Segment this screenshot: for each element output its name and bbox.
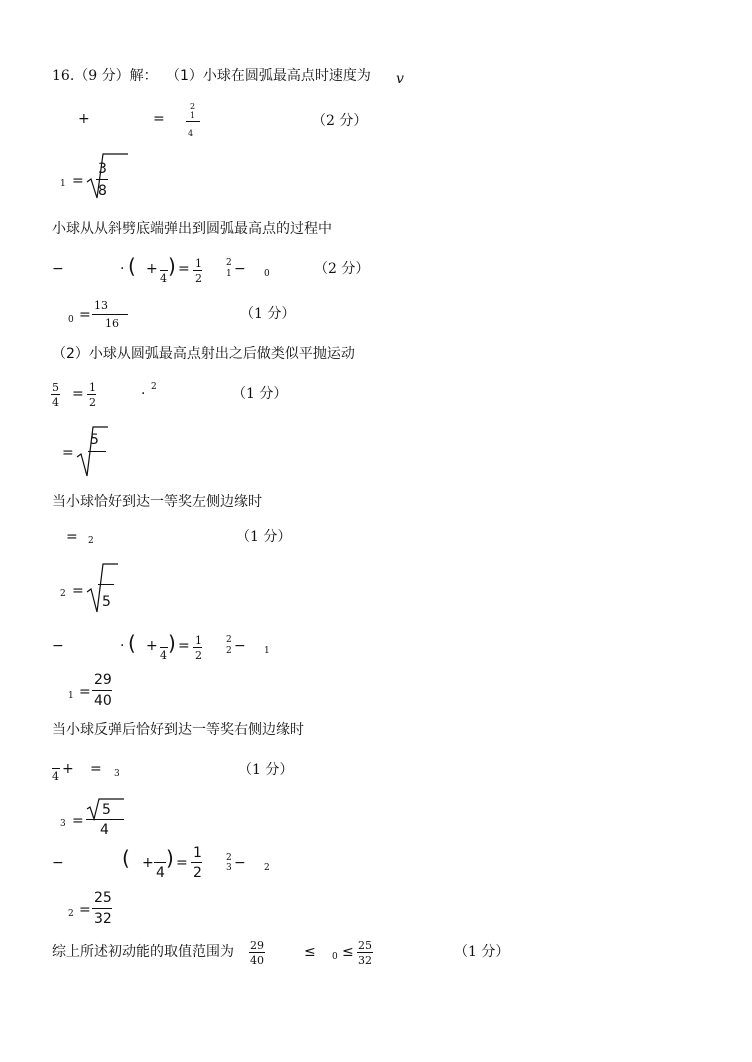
plus-sign: + [142,855,154,871]
fraction-bar [96,179,108,180]
half-numerator: 1 [89,381,96,394]
minus-sign: − [52,855,64,871]
half-numerator: 1 [193,845,202,861]
fraction-bar [86,819,124,820]
subscript: 3 [114,769,120,779]
plus-sign: + [146,261,158,277]
fraction-denominator: 4 [156,865,165,881]
minus-sign: − [52,638,64,654]
fraction-bar [154,862,166,863]
subscript: 2 [88,536,94,546]
subscript: 0 [68,315,74,325]
fraction-bar [88,451,106,452]
square-exponent: 2 [151,382,157,392]
dot-operator: · [141,386,146,402]
subscript: 1 [68,691,74,701]
fraction-bar [357,952,373,953]
score-note: （1 分） [238,762,294,778]
left-paren: ( [128,631,136,655]
conclusion-text: 综上所述初动能的取值范围为 [52,944,234,960]
fraction-bar [92,908,112,909]
less-equal-sign: ≤ [304,944,316,960]
dot-operator: · [120,638,125,654]
fraction-numerator: 2 [190,102,196,111]
equals-sign: = [79,307,91,323]
equals-sign: = [153,111,165,127]
minus-sign: − [234,261,246,277]
equals-sign: = [90,761,102,777]
left-paren: ( [128,254,136,278]
equals-sign: = [79,684,91,700]
equals-sign: = [62,445,74,461]
equals-sign: = [178,638,190,654]
right-paren: ) [168,254,176,278]
equals-sign: = [176,855,188,871]
half-denominator: 2 [193,865,202,881]
fraction-bar [186,121,200,122]
half-denominator: 2 [195,649,202,662]
equals-sign: = [178,261,190,277]
velocity-symbol: v [396,71,404,87]
fraction-denominator: 4 [188,129,194,138]
score-note: （1 分） [240,306,296,322]
subscript: 2 [226,646,232,656]
half-denominator: 2 [195,272,202,285]
sqrt-denominator: 5 [102,594,111,610]
minus-sign: − [234,638,246,654]
equals-sign: = [72,583,84,599]
fraction-bar [92,314,128,315]
fraction-bar [52,768,60,769]
fraction-denominator: 4 [160,649,167,662]
equals-sign: = [79,902,91,918]
process-description: 小球从从斜劈底端弹出到圆弧最高点的过程中 [52,221,332,237]
half-numerator: 1 [195,634,202,647]
fraction-bar [51,394,60,395]
plus-sign: + [78,111,90,127]
square-exponent: 2 [226,853,232,863]
fraction-subscript: 1 [190,111,196,120]
subscript: 2 [60,589,66,599]
plus-sign: + [62,761,74,777]
score-note: （2 分） [312,113,368,129]
fraction-bar [160,270,168,271]
fraction-denominator: 16 [105,317,119,330]
fraction-bar [98,584,114,585]
equals-sign: = [72,173,84,189]
sqrt-denominator: 8 [98,183,107,199]
minus-sign: − [234,855,246,871]
subscript: 3 [60,819,66,829]
fraction-bar [191,862,202,863]
square-exponent: 2 [226,258,232,268]
fraction-numerator: 13 [94,299,108,312]
equals-sign: = [66,529,78,545]
fraction-bar [249,952,265,953]
problem-number: 16.（9 分）解： [52,68,158,84]
score-note: （1 分） [454,944,510,960]
sqrt-radicand: 5 [102,802,111,818]
fraction-numerator: 25 [358,939,372,952]
subscript: 0 [264,269,270,279]
dot-operator: · [120,261,125,277]
fraction-denominator: 32 [94,911,112,927]
fraction-denominator: 4 [100,822,109,838]
fraction-denominator: 40 [94,693,112,709]
fraction-numerator: 25 [94,890,112,906]
fraction-bar [193,647,202,648]
subscript: 2 [264,863,270,873]
equals-sign: = [72,813,84,829]
subscript: 1 [60,179,66,189]
fraction-bar [87,394,96,395]
fraction-bar [160,647,168,648]
fraction-numerator: 5 [52,381,59,394]
subscript: 1 [264,646,270,656]
fraction-numerator: 29 [94,672,112,688]
part2-heading: （2）小球从圆弧最高点射出之后做类似平抛运动 [52,346,355,362]
subscript: 2 [68,909,74,919]
fraction-denominator: 32 [358,954,372,967]
fraction-bar [92,690,112,691]
less-equal-sign: ≤ [342,944,354,960]
plus-sign: + [146,638,158,654]
square-exponent: 2 [226,635,232,645]
left-paren: ( [122,846,130,870]
right-paren: ) [166,846,174,870]
score-note: （2 分） [314,261,370,277]
condition-left-edge: 当小球恰好到达一等奖左侧边缘时 [52,494,262,510]
equals-sign: = [72,386,84,402]
fraction-bar [193,270,202,271]
fraction-denominator: 4 [52,770,59,783]
condition-right-edge: 当小球反弹后恰好到达一等奖右侧边缘时 [52,722,304,738]
fraction-numerator: 29 [250,939,264,952]
subscript: 0 [332,952,338,962]
score-note: （1 分） [232,386,288,402]
sqrt-numerator: 3 [98,161,107,177]
sqrt-numerator: 5 [90,432,99,448]
subscript: 1 [226,269,232,279]
half-denominator: 2 [89,396,96,409]
subscript: 3 [226,863,232,873]
half-numerator: 1 [195,257,202,270]
part1-heading: （1）小球在圆弧最高点时速度为 [166,68,371,84]
fraction-denominator: 4 [160,272,167,285]
right-paren: ) [168,631,176,655]
fraction-denominator: 4 [52,396,59,409]
minus-sign: − [52,261,64,277]
fraction-denominator: 40 [250,954,264,967]
score-note: （1 分） [236,529,292,545]
sqrt-sign [86,152,130,202]
